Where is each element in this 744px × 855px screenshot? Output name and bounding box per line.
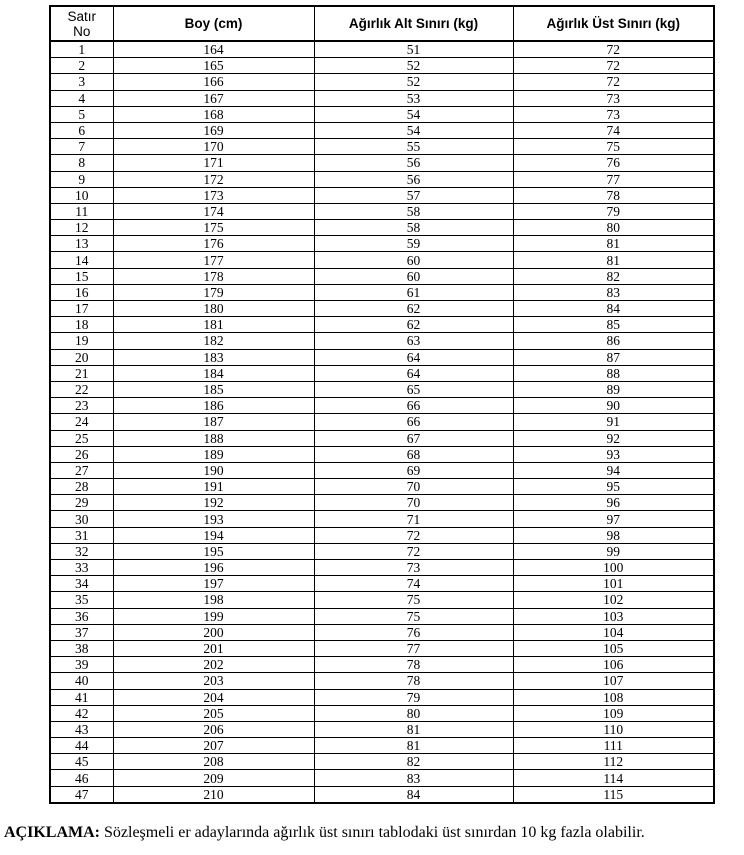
cell-height: 184 xyxy=(113,365,314,381)
cell-weight-max: 108 xyxy=(513,689,714,705)
cell-height: 169 xyxy=(113,122,314,138)
cell-row-no: 19 xyxy=(50,333,113,349)
cell-row-no: 7 xyxy=(50,139,113,155)
cell-row-no: 10 xyxy=(50,187,113,203)
cell-height: 168 xyxy=(113,106,314,122)
table-row xyxy=(50,41,714,58)
table-row xyxy=(50,236,714,252)
cell-height: 201 xyxy=(113,640,314,656)
cell-weight-min: 64 xyxy=(314,365,513,381)
cell-weight-min: 84 xyxy=(314,786,513,803)
table-row xyxy=(50,754,714,770)
table-row xyxy=(50,560,714,576)
cell-row-no: 23 xyxy=(50,398,113,414)
cell-row-no: 28 xyxy=(50,479,113,495)
cell-height: 206 xyxy=(113,721,314,737)
table-row xyxy=(50,592,714,608)
cell-weight-min: 60 xyxy=(314,252,513,268)
cell-row-no: 15 xyxy=(50,268,113,284)
cell-height: 207 xyxy=(113,738,314,754)
cell-height: 177 xyxy=(113,252,314,268)
table-row xyxy=(50,139,714,155)
cell-weight-min: 83 xyxy=(314,770,513,786)
cell-height: 186 xyxy=(113,398,314,414)
cell-weight-min: 73 xyxy=(314,560,513,576)
cell-weight-max: 72 xyxy=(513,74,714,90)
header-weight-max: Ağırlık Üst Sınırı (kg) xyxy=(513,6,714,41)
header-row-no-line2: No xyxy=(73,23,91,39)
table-row xyxy=(50,673,714,689)
cell-weight-max: 92 xyxy=(513,430,714,446)
cell-weight-min: 65 xyxy=(314,381,513,397)
cell-weight-max: 77 xyxy=(513,171,714,187)
cell-weight-max: 85 xyxy=(513,317,714,333)
table-row xyxy=(50,414,714,430)
table-row xyxy=(50,155,714,171)
cell-row-no: 39 xyxy=(50,657,113,673)
table-body xyxy=(50,41,714,803)
cell-weight-min: 56 xyxy=(314,171,513,187)
cell-row-no: 43 xyxy=(50,721,113,737)
table-row xyxy=(50,187,714,203)
cell-height: 182 xyxy=(113,333,314,349)
cell-row-no: 33 xyxy=(50,560,113,576)
cell-row-no: 21 xyxy=(50,365,113,381)
cell-weight-min: 55 xyxy=(314,139,513,155)
table-row xyxy=(50,543,714,559)
cell-height: 170 xyxy=(113,139,314,155)
cell-weight-max: 110 xyxy=(513,721,714,737)
cell-weight-min: 61 xyxy=(314,284,513,300)
cell-weight-max: 112 xyxy=(513,754,714,770)
header-row-no-line1: Satır xyxy=(67,8,96,24)
cell-weight-max: 81 xyxy=(513,252,714,268)
table-row xyxy=(50,268,714,284)
cell-row-no: 16 xyxy=(50,284,113,300)
cell-row-no: 22 xyxy=(50,381,113,397)
cell-weight-min: 58 xyxy=(314,220,513,236)
cell-weight-min: 70 xyxy=(314,495,513,511)
cell-weight-min: 78 xyxy=(314,657,513,673)
cell-height: 193 xyxy=(113,511,314,527)
cell-weight-min: 53 xyxy=(314,90,513,106)
table-row xyxy=(50,495,714,511)
cell-weight-max: 96 xyxy=(513,495,714,511)
cell-weight-min: 81 xyxy=(314,721,513,737)
cell-height: 173 xyxy=(113,187,314,203)
cell-weight-min: 62 xyxy=(314,301,513,317)
cell-weight-min: 75 xyxy=(314,592,513,608)
cell-weight-min: 67 xyxy=(314,430,513,446)
cell-weight-max: 99 xyxy=(513,543,714,559)
cell-row-no: 6 xyxy=(50,122,113,138)
table-row xyxy=(50,446,714,462)
cell-weight-min: 56 xyxy=(314,155,513,171)
cell-weight-min: 80 xyxy=(314,705,513,721)
table-row xyxy=(50,430,714,446)
cell-height: 200 xyxy=(113,624,314,640)
cell-weight-max: 101 xyxy=(513,576,714,592)
cell-height: 179 xyxy=(113,284,314,300)
cell-row-no: 9 xyxy=(50,171,113,187)
cell-height: 190 xyxy=(113,462,314,478)
cell-weight-max: 111 xyxy=(513,738,714,754)
cell-weight-min: 76 xyxy=(314,624,513,640)
cell-weight-min: 71 xyxy=(314,511,513,527)
cell-height: 191 xyxy=(113,479,314,495)
cell-weight-min: 54 xyxy=(314,122,513,138)
cell-weight-max: 79 xyxy=(513,203,714,219)
cell-weight-max: 93 xyxy=(513,446,714,462)
explanation-text: Sözleşmeli er adaylarında ağırlık üst sınırı tablodaki üst sınırdan 10 kg fazla olabilir. xyxy=(100,824,645,841)
cell-height: 175 xyxy=(113,220,314,236)
cell-weight-max: 73 xyxy=(513,90,714,106)
table-row xyxy=(50,770,714,786)
cell-height: 178 xyxy=(113,268,314,284)
cell-height: 199 xyxy=(113,608,314,624)
cell-height: 204 xyxy=(113,689,314,705)
cell-weight-max: 100 xyxy=(513,560,714,576)
cell-row-no: 38 xyxy=(50,640,113,656)
cell-row-no: 37 xyxy=(50,624,113,640)
cell-weight-max: 88 xyxy=(513,365,714,381)
cell-weight-max: 72 xyxy=(513,58,714,74)
header-row xyxy=(50,6,714,41)
table-row xyxy=(50,721,714,737)
cell-weight-min: 51 xyxy=(314,41,513,58)
cell-row-no: 46 xyxy=(50,770,113,786)
explanation-label: AÇIKLAMA: xyxy=(4,824,100,841)
table-row xyxy=(50,349,714,365)
cell-weight-max: 76 xyxy=(513,155,714,171)
cell-weight-min: 54 xyxy=(314,106,513,122)
cell-height: 167 xyxy=(113,90,314,106)
table-row xyxy=(50,252,714,268)
cell-row-no: 32 xyxy=(50,543,113,559)
cell-height: 197 xyxy=(113,576,314,592)
cell-row-no: 18 xyxy=(50,317,113,333)
cell-weight-max: 84 xyxy=(513,301,714,317)
cell-row-no: 44 xyxy=(50,738,113,754)
table-row xyxy=(50,462,714,478)
table-row xyxy=(50,381,714,397)
cell-weight-max: 81 xyxy=(513,236,714,252)
cell-row-no: 1 xyxy=(50,41,113,58)
cell-row-no: 5 xyxy=(50,106,113,122)
height-weight-table-container xyxy=(49,5,713,804)
cell-weight-min: 66 xyxy=(314,414,513,430)
table-row xyxy=(50,106,714,122)
cell-weight-max: 109 xyxy=(513,705,714,721)
cell-weight-max: 80 xyxy=(513,220,714,236)
cell-weight-max: 102 xyxy=(513,592,714,608)
cell-weight-min: 77 xyxy=(314,640,513,656)
cell-weight-max: 91 xyxy=(513,414,714,430)
cell-row-no: 45 xyxy=(50,754,113,770)
cell-weight-max: 83 xyxy=(513,284,714,300)
cell-height: 176 xyxy=(113,236,314,252)
cell-weight-min: 66 xyxy=(314,398,513,414)
cell-row-no: 34 xyxy=(50,576,113,592)
cell-weight-min: 62 xyxy=(314,317,513,333)
cell-weight-max: 82 xyxy=(513,268,714,284)
cell-height: 183 xyxy=(113,349,314,365)
explanation-note xyxy=(4,824,744,842)
cell-weight-max: 94 xyxy=(513,462,714,478)
header-weight-min: Ağırlık Alt Sınırı (kg) xyxy=(314,6,513,41)
cell-weight-min: 64 xyxy=(314,349,513,365)
cell-row-no: 35 xyxy=(50,592,113,608)
cell-weight-min: 70 xyxy=(314,479,513,495)
cell-weight-max: 78 xyxy=(513,187,714,203)
table-row xyxy=(50,74,714,90)
cell-weight-min: 81 xyxy=(314,738,513,754)
cell-weight-max: 72 xyxy=(513,41,714,58)
table-row xyxy=(50,398,714,414)
cell-weight-max: 97 xyxy=(513,511,714,527)
table-header xyxy=(50,6,714,41)
cell-weight-max: 115 xyxy=(513,786,714,803)
cell-height: 180 xyxy=(113,301,314,317)
cell-height: 185 xyxy=(113,381,314,397)
cell-height: 194 xyxy=(113,527,314,543)
cell-weight-max: 90 xyxy=(513,398,714,414)
table-row xyxy=(50,171,714,187)
cell-row-no: 2 xyxy=(50,58,113,74)
cell-weight-max: 87 xyxy=(513,349,714,365)
cell-weight-max: 107 xyxy=(513,673,714,689)
cell-weight-min: 52 xyxy=(314,58,513,74)
table-row xyxy=(50,284,714,300)
table-row xyxy=(50,58,714,74)
cell-weight-max: 75 xyxy=(513,139,714,155)
table-row xyxy=(50,301,714,317)
cell-row-no: 20 xyxy=(50,349,113,365)
cell-height: 208 xyxy=(113,754,314,770)
cell-height: 203 xyxy=(113,673,314,689)
table-row xyxy=(50,738,714,754)
cell-row-no: 4 xyxy=(50,90,113,106)
cell-height: 205 xyxy=(113,705,314,721)
cell-row-no: 25 xyxy=(50,430,113,446)
cell-row-no: 36 xyxy=(50,608,113,624)
cell-weight-min: 58 xyxy=(314,203,513,219)
cell-row-no: 30 xyxy=(50,511,113,527)
cell-weight-max: 114 xyxy=(513,770,714,786)
table-row xyxy=(50,511,714,527)
cell-row-no: 40 xyxy=(50,673,113,689)
cell-height: 188 xyxy=(113,430,314,446)
table-row xyxy=(50,527,714,543)
cell-weight-min: 74 xyxy=(314,576,513,592)
table-row xyxy=(50,689,714,705)
cell-height: 202 xyxy=(113,657,314,673)
cell-weight-min: 72 xyxy=(314,543,513,559)
cell-weight-max: 103 xyxy=(513,608,714,624)
cell-weight-max: 104 xyxy=(513,624,714,640)
cell-row-no: 41 xyxy=(50,689,113,705)
cell-weight-min: 79 xyxy=(314,689,513,705)
table-row xyxy=(50,705,714,721)
cell-height: 198 xyxy=(113,592,314,608)
cell-height: 181 xyxy=(113,317,314,333)
cell-height: 209 xyxy=(113,770,314,786)
cell-height: 210 xyxy=(113,786,314,803)
cell-weight-max: 73 xyxy=(513,106,714,122)
cell-weight-min: 60 xyxy=(314,268,513,284)
cell-row-no: 17 xyxy=(50,301,113,317)
cell-weight-max: 89 xyxy=(513,381,714,397)
cell-height: 192 xyxy=(113,495,314,511)
table-row xyxy=(50,479,714,495)
cell-row-no: 3 xyxy=(50,74,113,90)
cell-weight-min: 63 xyxy=(314,333,513,349)
cell-row-no: 24 xyxy=(50,414,113,430)
cell-row-no: 31 xyxy=(50,527,113,543)
cell-weight-max: 95 xyxy=(513,479,714,495)
cell-row-no: 26 xyxy=(50,446,113,462)
cell-height: 172 xyxy=(113,171,314,187)
cell-weight-min: 78 xyxy=(314,673,513,689)
cell-weight-max: 86 xyxy=(513,333,714,349)
cell-height: 166 xyxy=(113,74,314,90)
cell-height: 164 xyxy=(113,41,314,58)
cell-height: 195 xyxy=(113,543,314,559)
cell-row-no: 12 xyxy=(50,220,113,236)
cell-weight-min: 69 xyxy=(314,462,513,478)
cell-height: 187 xyxy=(113,414,314,430)
cell-weight-max: 74 xyxy=(513,122,714,138)
table-row xyxy=(50,122,714,138)
table-row xyxy=(50,640,714,656)
cell-row-no: 42 xyxy=(50,705,113,721)
table-row xyxy=(50,203,714,219)
table-row xyxy=(50,608,714,624)
table-row xyxy=(50,786,714,803)
cell-weight-min: 59 xyxy=(314,236,513,252)
cell-weight-min: 52 xyxy=(314,74,513,90)
table-row xyxy=(50,220,714,236)
height-weight-table xyxy=(49,5,715,804)
cell-weight-min: 57 xyxy=(314,187,513,203)
cell-row-no: 47 xyxy=(50,786,113,803)
cell-row-no: 11 xyxy=(50,203,113,219)
table-row xyxy=(50,365,714,381)
table-row xyxy=(50,576,714,592)
header-row-no xyxy=(50,6,113,41)
table-row xyxy=(50,624,714,640)
cell-row-no: 13 xyxy=(50,236,113,252)
table-row xyxy=(50,333,714,349)
header-height: Boy (cm) xyxy=(113,6,314,41)
cell-height: 165 xyxy=(113,58,314,74)
cell-weight-min: 82 xyxy=(314,754,513,770)
cell-weight-max: 105 xyxy=(513,640,714,656)
cell-row-no: 27 xyxy=(50,462,113,478)
cell-height: 189 xyxy=(113,446,314,462)
cell-weight-min: 75 xyxy=(314,608,513,624)
cell-row-no: 29 xyxy=(50,495,113,511)
table-row xyxy=(50,317,714,333)
cell-row-no: 8 xyxy=(50,155,113,171)
table-row xyxy=(50,657,714,673)
cell-height: 196 xyxy=(113,560,314,576)
cell-height: 174 xyxy=(113,203,314,219)
table-row xyxy=(50,90,714,106)
cell-weight-max: 98 xyxy=(513,527,714,543)
cell-row-no: 14 xyxy=(50,252,113,268)
cell-weight-min: 72 xyxy=(314,527,513,543)
cell-height: 171 xyxy=(113,155,314,171)
cell-weight-min: 68 xyxy=(314,446,513,462)
cell-weight-max: 106 xyxy=(513,657,714,673)
